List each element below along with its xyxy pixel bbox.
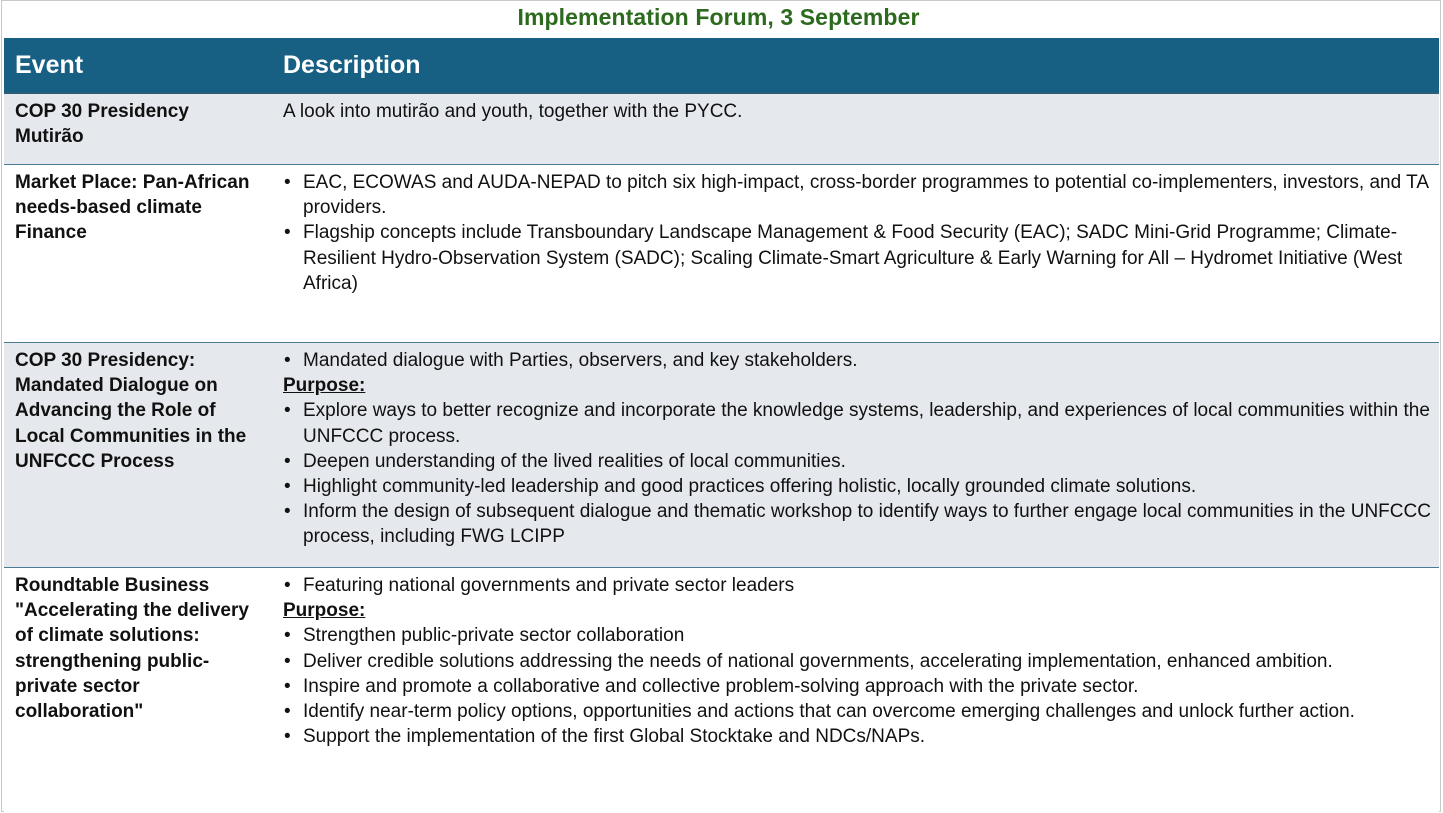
list-item: • Featuring national governments and private sector leaders xyxy=(283,573,1431,598)
purpose-label: Purpose: xyxy=(283,600,366,622)
event-cell: Market Place: Pan-African needs-based climate Finance xyxy=(4,165,272,343)
column-header-event: Event xyxy=(4,38,272,93)
table-row xyxy=(4,165,1439,343)
list-item: • Explore ways to better recognize and incorporate the knowledge systems, leadership, and experiences of local communities within the UNFCCC process. xyxy=(283,398,1431,448)
list-item: • Inform the design of subsequent dialogue and thematic workshop to identify ways to further engage local communities in the UNFCCC process, including FWG LCIPP xyxy=(283,499,1431,549)
event-cell: Roundtable Business "Accelerating the delivery of climate solutions: strengthening public-private sector collaboration" xyxy=(4,568,272,813)
list-item: • Identify near-term policy options, opportunities and actions that can overcome emerging challenges and unlock further action. xyxy=(283,699,1431,724)
table-row xyxy=(4,343,1439,568)
list-item: • Support the implementation of the first Global Stocktake and NDCs/NAPs. xyxy=(283,724,1431,749)
events-table xyxy=(4,38,1439,813)
table-header-row xyxy=(4,38,1439,93)
description-text: A look into mutirão and youth, together with the PYCC. xyxy=(283,101,743,122)
purpose-list xyxy=(283,398,1431,549)
list-item: • Strengthen public-private sector collaboration xyxy=(283,623,1431,648)
bullet-list xyxy=(283,348,1431,373)
list-item: • Flagship concepts include Transboundary Landscape Management & Food Security (EAC); SADC Mini-Grid Programme; Climate-Resilient Hydro-Observation System (SADC); Scaling Climate-Smart Agriculture & Early Warning for All – Hydromet Initiative (West Africa) xyxy=(283,220,1431,296)
purpose-list xyxy=(283,623,1431,749)
event-cell: COP 30 Presidency Mutirão xyxy=(4,93,272,165)
bullet-list xyxy=(283,170,1431,296)
description-cell xyxy=(272,568,1439,813)
table-row xyxy=(4,93,1439,165)
description-cell xyxy=(272,93,1439,165)
list-item: • Inspire and promote a collaborative and collective problem-solving approach with the private sector. xyxy=(283,674,1431,699)
table-row xyxy=(4,568,1439,813)
bullet-list xyxy=(283,573,1431,598)
column-header-description: Description xyxy=(272,38,1439,93)
event-cell: COP 30 Presidency: Mandated Dialogue on Advancing the Role of Local Communities in the UNFCCC Process xyxy=(4,343,272,568)
description-cell xyxy=(272,343,1439,568)
list-item: • Highlight community-led leadership and good practices offering holistic, locally grounded climate solutions. xyxy=(283,474,1431,499)
list-item: • Deepen understanding of the lived realities of local communities. xyxy=(283,449,1431,474)
list-item: • Deliver credible solutions addressing the needs of national governments, accelerating implementation, enhanced ambition. xyxy=(283,649,1431,674)
list-item: • Mandated dialogue with Parties, observers, and key stakeholders. xyxy=(283,348,1431,373)
purpose-label: Purpose: xyxy=(283,375,366,397)
page-title: Implementation Forum, 3 September xyxy=(517,4,920,30)
description-cell xyxy=(272,165,1439,343)
list-item: • EAC, ECOWAS and AUDA-NEPAD to pitch six high-impact, cross-border programmes to potential co-implementers, investors, and TA providers. xyxy=(283,170,1431,220)
